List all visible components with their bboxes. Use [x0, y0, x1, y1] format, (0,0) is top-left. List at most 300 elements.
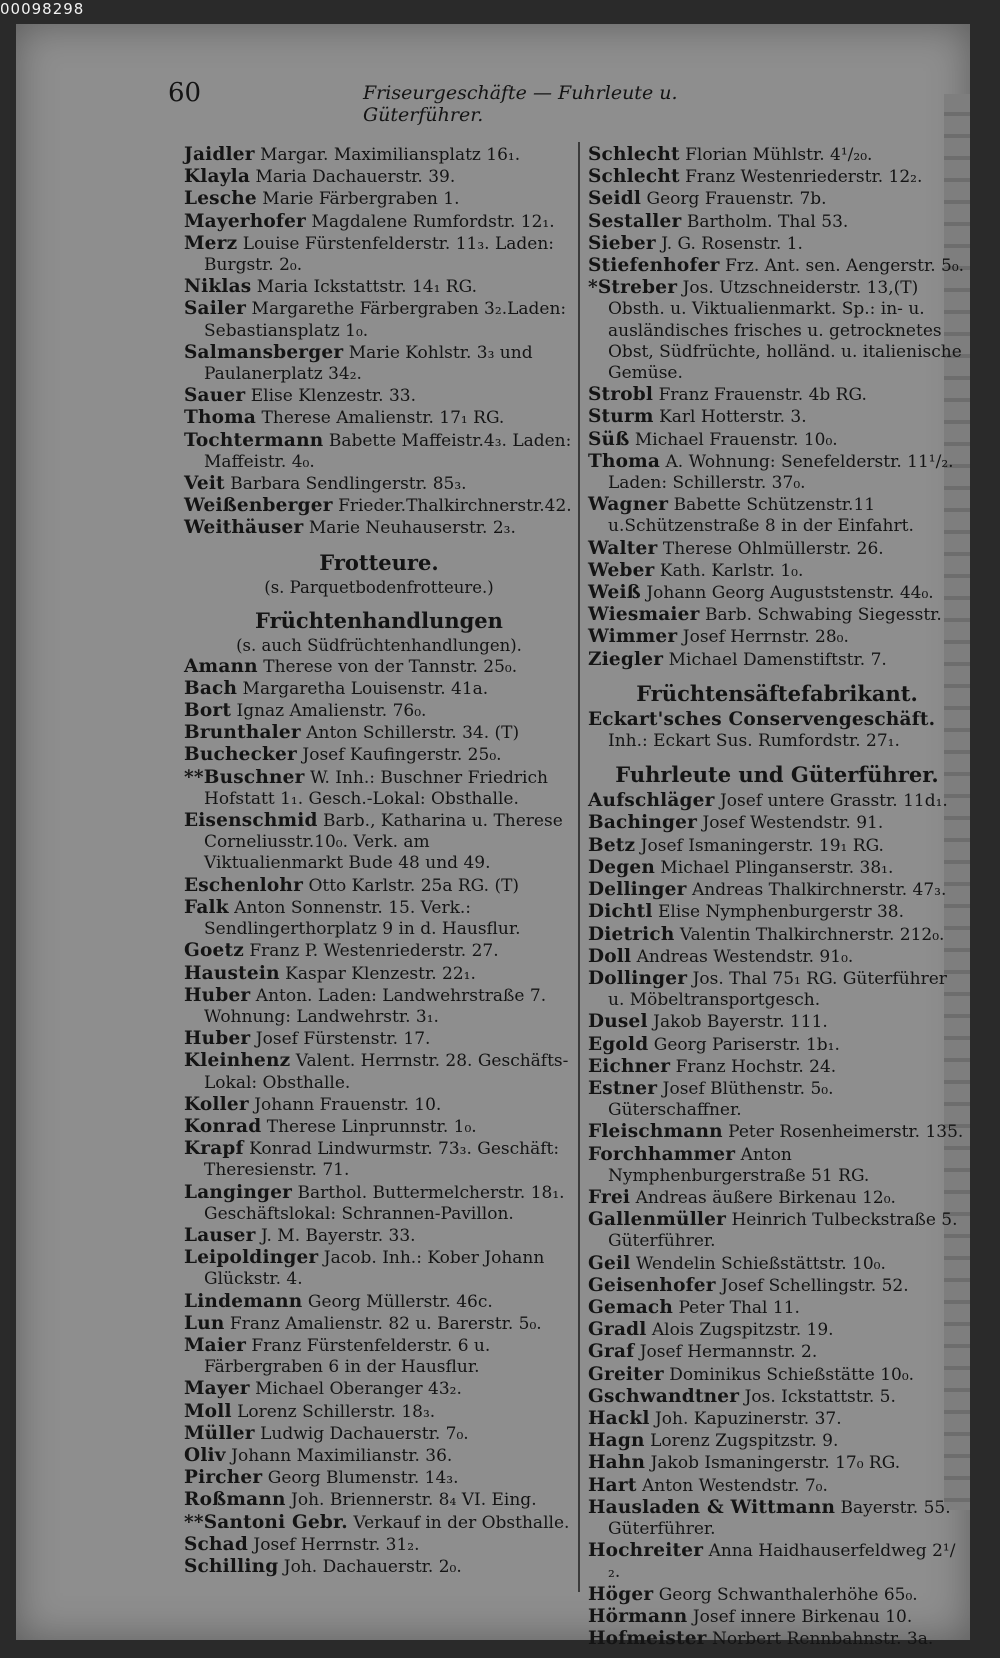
directory-entry	[588, 649, 966, 671]
entry-name: Veit	[184, 473, 225, 495]
directory-entry	[588, 233, 966, 255]
directory-entry	[588, 1430, 966, 1452]
entry-text: Josef Herrnstr. 31₂.	[253, 1534, 420, 1555]
directory-entry	[184, 473, 574, 495]
entry-name: Gschwandtner	[588, 1385, 740, 1407]
entry-text: Frieder.Thalkirchnerstr.42.	[338, 496, 572, 517]
directory-entry	[184, 963, 574, 985]
entry-text: Norbert Rennbahnstr. 3a.	[712, 1629, 934, 1649]
entry-list	[588, 790, 966, 1650]
directory-entry	[588, 1475, 966, 1497]
directory-entry	[588, 1011, 966, 1033]
entry-name: Weithäuser	[184, 517, 304, 539]
entry-text: Josef innere Birkenau 10.	[692, 1606, 913, 1627]
entry-text: Josef Hermannstr. 2.	[639, 1342, 818, 1363]
entry-text: Jakob Ismaningerstr. 17₀ RG.	[650, 1453, 901, 1474]
directory-entry	[184, 1116, 574, 1138]
directory-entry	[588, 1078, 966, 1121]
directory-entry	[184, 1335, 574, 1378]
directory-entry	[184, 495, 574, 517]
entry-text: Franz Frauenstr. 4b RG.	[658, 385, 867, 406]
directory-page	[16, 24, 970, 1649]
directory-entry	[184, 517, 574, 539]
entry-text: Anton Schillerstr. 34. (T)	[306, 723, 520, 744]
directory-entry	[184, 144, 574, 166]
entry-text: Peter Rosenheimerstr. 135.	[728, 1122, 964, 1143]
entry-text: Jos. Utzschneiderstr. 13,(T) Obsth. u. Viktualienmarkt. Sp.: in- u. ausländisches frisches u. getrocknetes Obst, Südfrüchte, holländ. u. italienische Gemüse.	[608, 278, 962, 384]
entry-text: Barthol. Buttermelcherstr. 18₁. Geschäftslokal: Schrannen-Pavillon.	[204, 1182, 565, 1224]
section-title-fruechtensaefte: Früchtensäftefabrikant.	[636, 680, 918, 706]
entry-name: Weiß	[588, 582, 641, 604]
directory-entry	[588, 924, 966, 946]
entry-text: Joh. Dachauerstr. 2₀.	[283, 1556, 462, 1577]
entry-text: Marie Färbergraben 1.	[262, 189, 460, 210]
entry-text: Georg Müllerstr. 46c.	[307, 1291, 493, 1312]
entry-text: Kaspar Klenzestr. 22₁.	[285, 963, 476, 984]
entry-list	[184, 144, 574, 540]
directory-entry	[184, 1291, 574, 1313]
directory-entry	[184, 1094, 574, 1116]
entry-text: Margaretha Louisenstr. 41a.	[242, 678, 489, 699]
entry-text: Maria Ickstattstr. 14₁ RG.	[256, 277, 477, 298]
entry-name: Lauser	[184, 1224, 256, 1246]
directory-entry	[588, 1386, 966, 1408]
entry-name: **Buschner	[184, 766, 305, 788]
entry-text: Barb. Schwabing Siegesstr.	[704, 605, 942, 626]
entry-text: Andreas äußere Birkenau 12₀.	[635, 1187, 896, 1208]
directory-entry	[184, 1050, 574, 1093]
entry-text: Franz Fürstenfelderstr. 6 u. Färbergraben 6 in der Hausflur.	[204, 1335, 491, 1378]
directory-entry	[588, 1297, 966, 1319]
entry-name: Hausladen & Wittmann	[588, 1496, 836, 1518]
entry-name: Eschenlohr	[184, 874, 304, 896]
entry-name: Geisenhofer	[588, 1274, 716, 1296]
entry-name: Degen	[588, 856, 655, 878]
entry-name: Seidl	[588, 188, 642, 210]
directory-entry	[588, 166, 966, 188]
entry-name: Schlecht	[588, 144, 680, 165]
entry-text: Andreas Westendstr. 91₀.	[636, 946, 854, 967]
entry-name: Sieber	[588, 232, 656, 254]
entry-name: Brunthaler	[184, 722, 301, 744]
entry-name: Dusel	[588, 1011, 648, 1033]
entry-text: Johann Georg Auguststenstr. 44₀.	[646, 583, 934, 604]
directory-entry	[588, 1606, 966, 1628]
directory-entry	[588, 451, 966, 494]
directory-entry	[184, 430, 574, 473]
directory-entry	[588, 406, 966, 428]
entry-list	[184, 656, 574, 1579]
entry-text: Ignaz Amalienstr. 76₀.	[236, 701, 427, 722]
entry-name: Bach	[184, 677, 238, 699]
directory-entry	[588, 277, 966, 384]
entry-name: Lun	[184, 1312, 225, 1334]
directory-entry	[184, 656, 574, 678]
entry-name: Hackl	[588, 1407, 650, 1429]
entry-text: Jacob. Inh.: Kober Johann Glückstr. 4.	[204, 1248, 545, 1290]
page-number: 60	[168, 78, 202, 108]
entry-text: Andreas Thalkirchnerstr. 47₃.	[692, 880, 947, 901]
entry-name: Maier	[184, 1334, 247, 1356]
directory-entry	[184, 1225, 574, 1247]
entry-text: Joh. Kapuzinerstr. 37.	[654, 1408, 842, 1429]
entry-text: Georg Schwanthalerhöhe 65₀.	[658, 1584, 918, 1605]
entry-text: Bartholm. Thal 53.	[686, 211, 849, 232]
directory-entry	[588, 494, 966, 537]
entry-text: J. M. Bayerstr. 33.	[260, 1225, 416, 1246]
entry-name: Hart	[588, 1474, 637, 1496]
entry-text: Therese Linprunnstr. 1₀.	[266, 1116, 477, 1137]
entry-name: Fleischmann	[588, 1121, 723, 1143]
entry-text: Lorenz Zugspitzstr. 9.	[650, 1431, 839, 1452]
entry-text: Verkauf in der Obsthalle.	[353, 1512, 570, 1533]
entry-text: Ludwig Dachauerstr. 7₀.	[260, 1423, 469, 1444]
entry-text: Margarethe Färbergraben 3₂.Laden: Sebastiansplatz 1₀.	[204, 299, 567, 341]
entry-name: Schilling	[184, 1555, 279, 1577]
entry-text: Bayerstr. 55. Güterführer.	[608, 1497, 951, 1539]
directory-entry	[588, 144, 966, 166]
directory-entry	[588, 1187, 966, 1209]
entry-name: Sailer	[184, 298, 247, 320]
entry-name: Doll	[588, 945, 632, 967]
entry-name: Falk	[184, 896, 229, 918]
entry-name: Haustein	[184, 962, 280, 984]
entry-text: Karl Hotterstr. 3.	[659, 407, 807, 428]
entry-text: Johann Frauenstr. 10.	[254, 1094, 442, 1115]
directory-entry	[588, 879, 966, 901]
entry-name: Dellinger	[588, 879, 687, 901]
entry-text: Jos. Thal 75₁ RG. Güterführer u. Möbeltransportgesch.	[608, 968, 947, 1011]
entry-text: Johann Maximilianstr. 36.	[231, 1445, 453, 1466]
entry-text: Anton Nymphenburgerstraße 51 RG.	[608, 1144, 870, 1186]
directory-entry	[588, 946, 966, 968]
entry-text: Maria Dachauerstr. 39.	[255, 167, 456, 188]
entry-name: Gradl	[588, 1319, 647, 1341]
directory-entry	[184, 1489, 574, 1511]
entry-name: Weber	[588, 559, 655, 581]
entry-name: Buchecker	[184, 744, 297, 766]
entry-text: Josef Fürstenstr. 17.	[255, 1029, 431, 1050]
directory-entry	[588, 560, 966, 582]
directory-entry	[184, 407, 574, 429]
entry-text: Franz P. Westenriederstr. 27.	[249, 941, 499, 962]
entry-name: Walter	[588, 537, 658, 559]
entry-name: Dichtl	[588, 901, 653, 923]
entry-name: Ziegler	[588, 648, 664, 670]
entry-text: Heinrich Tulbeckstraße 5. Güterführer.	[608, 1210, 958, 1252]
entry-name: Oliv	[184, 1444, 226, 1466]
entry-text: Konrad Lindwurmstr. 73₃. Geschäft: Theresienstr. 71.	[204, 1139, 560, 1181]
entry-name: Greiter	[588, 1363, 664, 1385]
section-note-frotteure: (s. Parquetbodenfrotteure.)	[264, 577, 494, 597]
entry-text: Magdalene Rumfordstr. 12₁.	[311, 211, 555, 232]
entry-text: Anton Sonnenstr. 15. Verk.: Sendlingerthorplatz 9 in d. Hausflur.	[204, 897, 521, 940]
entry-name: Sestaller	[588, 210, 682, 232]
directory-entry	[588, 1341, 966, 1363]
entry-text: Josef Blüthenstr. 5₀. Güterschaffner.	[608, 1078, 834, 1121]
entry-name: Eckart'sches Conservengeschäft.	[588, 708, 936, 730]
directory-entry	[588, 857, 966, 879]
entry-name: Eisenschmid	[184, 810, 318, 832]
directory-entry	[184, 1028, 574, 1050]
entry-text: Alois Zugspitzstr. 19.	[651, 1320, 834, 1341]
entry-name: Dollinger	[588, 967, 688, 989]
entry-name: Estner	[588, 1077, 658, 1099]
entry-name: Sturm	[588, 406, 654, 428]
directory-entry	[184, 1401, 574, 1423]
directory-entry	[184, 897, 574, 940]
entry-text: Elise Nymphenburgerstr 38.	[657, 902, 905, 923]
directory-entry	[588, 1319, 966, 1341]
entry-text: Anton Westendstr. 7₀.	[641, 1475, 828, 1496]
entry-text: Franz Westenriederstr. 12₂.	[685, 167, 923, 188]
section-title-fruechtenhandlungen: Früchtenhandlungen	[255, 607, 503, 633]
entry-name: Egold	[588, 1033, 649, 1055]
directory-entry	[588, 709, 966, 752]
directory-entry	[588, 429, 966, 451]
running-head: Friseurgeschäfte — Fuhrleute u. Güterführer.	[363, 82, 678, 126]
directory-entry	[184, 1378, 574, 1400]
section-title-fuhrleute: Fuhrleute und Güterführer.	[615, 762, 939, 788]
directory-entry	[588, 538, 966, 560]
directory-entry	[184, 1556, 574, 1578]
entry-text: Valent. Herrnstr. 28. Geschäfts-Lokal: Obsthalle.	[204, 1051, 569, 1093]
entry-name: Amann	[184, 655, 258, 677]
entry-text: Jos. Ickstattstr. 5.	[744, 1386, 896, 1407]
entry-name: Klayla	[184, 166, 251, 188]
directory-entry	[184, 385, 574, 407]
directory-entry	[588, 211, 966, 233]
entry-text: Elise Klenzestr. 33.	[250, 386, 417, 407]
directory-entry	[588, 626, 966, 648]
entry-text: A. Wohnung: Senefelderstr. 11¹/₂. Laden: Schillerstr. 37₀.	[608, 451, 954, 494]
entry-name: Moll	[184, 1400, 232, 1422]
directory-entry	[184, 744, 574, 766]
entry-name: Sauer	[184, 385, 246, 407]
directory-entry	[588, 968, 966, 1011]
directory-entry	[184, 678, 574, 700]
directory-entry	[588, 1056, 966, 1078]
entry-name: Mayerhofer	[184, 210, 306, 232]
entry-name: Höger	[588, 1583, 654, 1605]
directory-entry	[184, 1247, 574, 1290]
entry-text: Dominikus Schießstätte 10₀.	[669, 1364, 915, 1385]
directory-entry	[184, 985, 574, 1028]
entry-name: Wimmer	[588, 626, 678, 648]
entry-name: Kleinhenz	[184, 1050, 291, 1072]
directory-entry	[184, 1445, 574, 1467]
entry-name: Aufschläger	[588, 790, 715, 812]
entry-name: Eichner	[588, 1055, 671, 1077]
scan-code: 00098298	[0, 0, 85, 18]
entry-text: Josef Schellingstr. 52.	[721, 1275, 909, 1296]
entry-name: Frei	[588, 1186, 631, 1208]
directory-entry	[588, 1144, 966, 1187]
entry-text: Barb., Katharina u. Therese Corneliusstr.10₀. Verk. am Viktualienmarkt Bude 48 und 49.	[204, 811, 563, 874]
entry-name: Mayer	[184, 1378, 250, 1400]
directory-entry	[184, 188, 574, 210]
entry-text: Kath. Karlstr. 1₀.	[659, 560, 804, 581]
entry-name: Konrad	[184, 1115, 262, 1137]
entry-name: Merz	[184, 232, 238, 254]
entry-text: J. G. Rosenstr. 1.	[661, 233, 803, 254]
entry-name: Niklas	[184, 276, 252, 298]
entry-name: Forchhammer	[588, 1143, 736, 1165]
entry-name: Huber	[184, 1028, 251, 1050]
entry-text: Therese Ohlmüllerstr. 26.	[662, 538, 884, 559]
entry-name: Hahn	[588, 1452, 646, 1474]
directory-entry	[184, 276, 574, 298]
directory-entry	[588, 1584, 966, 1606]
entry-name: Salmansberger	[184, 341, 344, 363]
entry-text: Wendelin Schießstättstr. 10₀.	[635, 1253, 886, 1274]
entry-name: Süß	[588, 428, 630, 450]
page-header	[168, 78, 778, 126]
directory-entry	[588, 604, 966, 626]
directory-entry	[184, 211, 574, 233]
entry-text: Margar. Maximiliansplatz 16₁.	[260, 145, 521, 165]
entry-text: Otto Karlstr. 25a RG. (T)	[308, 875, 520, 896]
entry-text: Lorenz Schillerstr. 18₃.	[237, 1401, 436, 1422]
left-column	[184, 144, 574, 1578]
entry-text: Michael Oberanger 43₂.	[255, 1379, 462, 1400]
entry-name: Geil	[588, 1252, 631, 1274]
directory-entry	[588, 582, 966, 604]
entry-name: Hochreiter	[588, 1540, 704, 1562]
directory-entry	[184, 233, 574, 276]
entry-name: Krapf	[184, 1138, 244, 1160]
directory-entry	[184, 1138, 574, 1181]
directory-entry	[184, 1182, 574, 1225]
entry-text: Therese Amalienstr. 17₁ RG.	[261, 408, 505, 429]
entry-name: Thoma	[184, 407, 257, 429]
entry-name: Huber	[184, 984, 251, 1006]
entry-text: Franz Amalienstr. 82 u. Barerstr. 5₀.	[229, 1313, 542, 1334]
entry-name: Schlecht	[588, 166, 680, 188]
entry-name: Schad	[184, 1533, 248, 1555]
entry-name: Wiesmaier	[588, 604, 700, 626]
directory-entry	[588, 255, 966, 277]
directory-entry	[588, 835, 966, 857]
entry-text: Anna Haidhauserfeldweg 2¹/₂.	[608, 1541, 956, 1583]
entry-name: Thoma	[588, 450, 661, 472]
entry-text: Georg Blumenstr. 14₃.	[267, 1468, 459, 1489]
entry-name: Tochtermann	[184, 429, 324, 451]
directory-entry	[184, 298, 574, 341]
entry-name: Hörmann	[588, 1605, 688, 1627]
entry-name: Bachinger	[588, 812, 698, 834]
directory-entry	[588, 812, 966, 834]
directory-entry	[588, 1628, 966, 1650]
entry-text: Josef Herrnstr. 28₀.	[682, 627, 849, 648]
entry-name: Koller	[184, 1093, 249, 1115]
directory-entry	[588, 188, 966, 210]
directory-entry	[184, 722, 574, 744]
directory-entry	[184, 700, 574, 722]
entry-text: Florian Mühlstr. 4¹/₂₀.	[685, 145, 873, 165]
entry-text: Inh.: Eckart Sus. Rumfordstr. 27₁.	[608, 731, 900, 752]
entry-name: Gemach	[588, 1296, 674, 1318]
entry-text: Michael Plinganserstr. 38₁.	[660, 857, 894, 878]
entry-text: Marie Neuhauserstr. 2₃.	[308, 518, 516, 539]
entry-text: Frz. Ant. sen. Aengerstr. 5₀.	[724, 256, 965, 277]
entry-name: Pircher	[184, 1467, 263, 1489]
entry-name: Weißenberger	[184, 495, 333, 517]
directory-entry	[588, 1253, 966, 1275]
entry-name: Stiefenhofer	[588, 255, 720, 277]
entry-text: Georg Frauenstr. 7b.	[646, 189, 827, 210]
entry-text: Josef Westendstr. 91.	[702, 813, 884, 834]
entry-name: Hofmeister	[588, 1628, 707, 1649]
directory-entry	[184, 342, 574, 385]
entry-name: Lindemann	[184, 1290, 303, 1312]
directory-entry	[588, 1364, 966, 1386]
entry-name: Wagner	[588, 494, 669, 516]
right-column	[588, 144, 966, 1650]
entry-text: Michael Frauenstr. 10₀.	[634, 429, 838, 450]
entry-name: Leipoldinger	[184, 1247, 319, 1269]
directory-entry	[588, 1121, 966, 1143]
entry-text: Valentin Thalkirchnerstr. 212₀.	[679, 924, 945, 945]
entry-text: Joh. Briennerstr. 8₄ VI. Eing.	[291, 1490, 537, 1511]
entry-name: Graf	[588, 1341, 635, 1363]
section-title-frotteure: Frotteure.	[319, 549, 439, 575]
entry-list	[588, 709, 966, 752]
entry-text: Peter Thal 11.	[678, 1297, 800, 1318]
entry-text: Barbara Sendlingerstr. 85₃.	[230, 474, 467, 495]
directory-entry	[184, 767, 574, 810]
directory-entry	[184, 1467, 574, 1489]
directory-entry	[588, 790, 966, 812]
entry-text: Michael Damenstiftstr. 7.	[668, 649, 887, 670]
directory-entry	[588, 1497, 966, 1540]
entry-text: Josef Ismaningerstr. 19₁ RG.	[640, 835, 884, 856]
directory-entry	[588, 1034, 966, 1056]
entry-name: Langinger	[184, 1181, 293, 1203]
section-note-fruechtenhandlungen: (s. auch Südfrüchtenhandlungen).	[236, 635, 522, 655]
entry-text: W. Inh.: Buschner Friedrich Hofstatt 1₁. Gesch.-Lokal: Obsthalle.	[204, 767, 548, 809]
entry-text: Babette Maffeistr.4₃. Laden: Maffeistr. 4₀.	[204, 430, 572, 472]
entry-name: Lesche	[184, 188, 257, 210]
entry-name: Müller	[184, 1422, 255, 1444]
directory-entry	[588, 901, 966, 923]
entry-name: Jaidler	[184, 144, 255, 165]
entry-name: Gallenmüller	[588, 1209, 727, 1231]
directory-entry	[184, 166, 574, 188]
entry-list	[588, 144, 966, 671]
directory-entry	[184, 1423, 574, 1445]
directory-entry	[184, 875, 574, 897]
entry-name: Bort	[184, 700, 232, 722]
entry-text: Josef Kaufingerstr. 25₀.	[302, 745, 502, 766]
directory-entry	[588, 384, 966, 406]
entry-name: Strobl	[588, 384, 654, 406]
directory-entry	[184, 810, 574, 875]
directory-entry	[588, 1408, 966, 1430]
entry-name: Hagn	[588, 1430, 645, 1452]
directory-entry	[588, 1452, 966, 1474]
directory-entry	[184, 1512, 574, 1534]
entry-text: Josef untere Grasstr. 11d₁.	[719, 791, 948, 812]
entry-text: Louise Fürstenfelderstr. 11₃. Laden: Burgstr. 2₀.	[204, 233, 555, 276]
entry-name: **Santoni Gebr.	[184, 1511, 348, 1533]
entry-text: Anton. Laden: Landwehrstraße 7. Wohnung: Landwehrstr. 3₁.	[204, 985, 547, 1027]
entry-text: Therese von der Tannstr. 25₀.	[263, 656, 518, 677]
directory-entry	[184, 1313, 574, 1335]
entry-text: Franz Hochstr. 24.	[675, 1056, 837, 1077]
entry-text: Marie Kohlstr. 3₃ und Paulanerplatz 34₂.	[204, 342, 533, 385]
column-divider	[578, 142, 580, 1592]
